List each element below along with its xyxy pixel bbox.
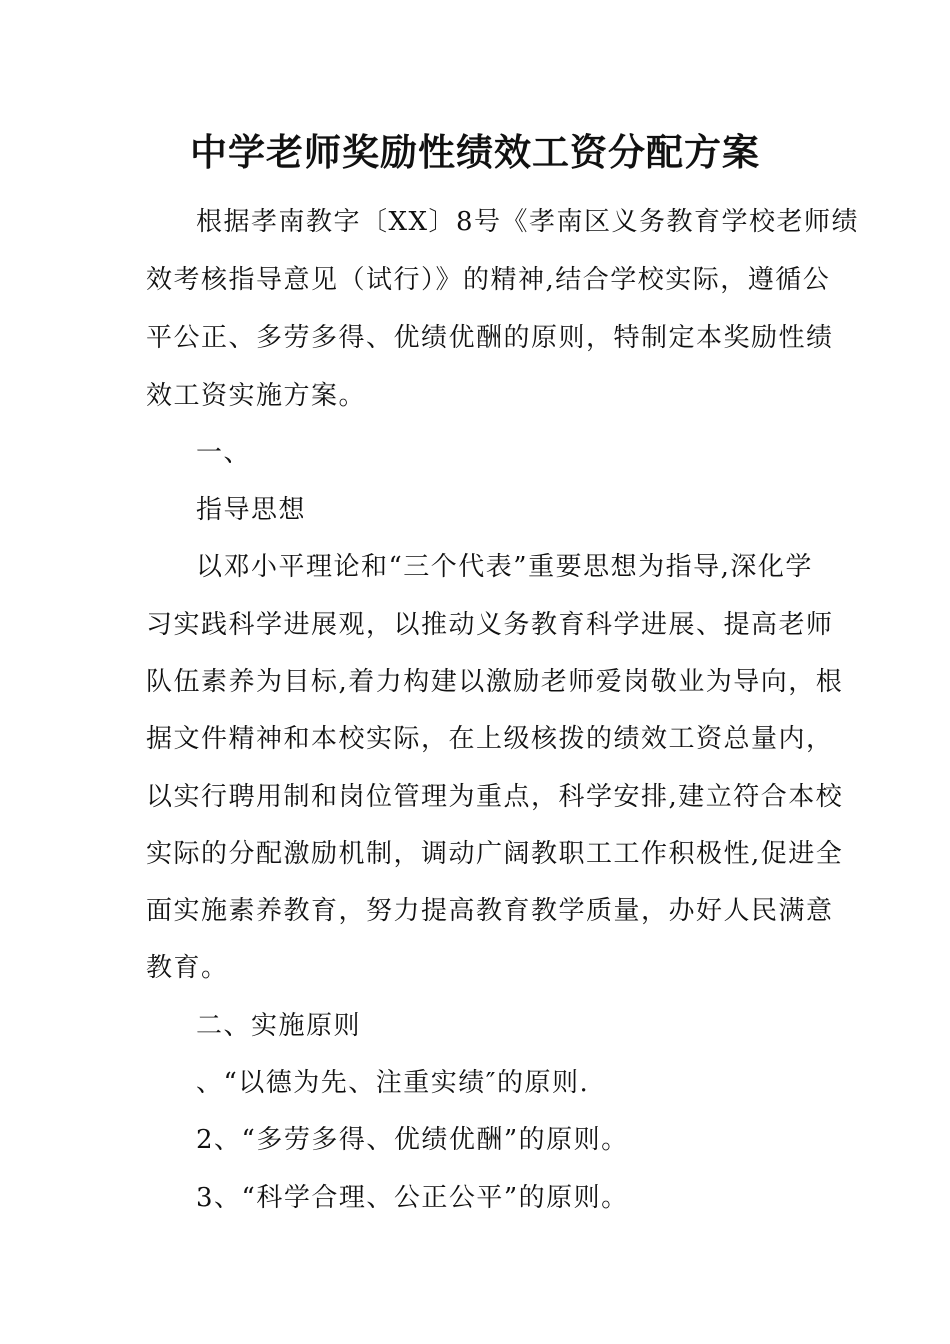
principle-item: 2、“多劳多得、优绩优酬”的原则。 [196, 1125, 629, 1155]
intro-line: 平公正、多劳多得、优绩优酬的原则，特制定本奖励性绩 [146, 323, 834, 353]
section-number: 一、 [196, 438, 252, 468]
paragraph-line: 队伍素养为目标,着力构建以激励老师爱岗敬业为导向，根 [146, 667, 844, 697]
intro-line: 效工资实施方案。 [146, 381, 367, 411]
intro-line: 效考核指导意见（试行）》的精神,结合学校实际，遵循公 [146, 265, 831, 295]
paragraph-line: 据文件精神和本校实际，在上级核拨的绩效工资总量内， [146, 724, 834, 754]
intro-line: 根据孝南教字〔XX〕8号《孝南区义务教育学校老师绩 [196, 207, 860, 237]
section-heading: 二、实施原则 [196, 1011, 362, 1041]
paragraph-line: 面实施素养教育，努力提高教育教学质量，办好人民满意 [146, 896, 834, 926]
principle-item: 、“以德为先、注重实绩″的原则. [196, 1068, 590, 1098]
section-heading: 指导思想 [196, 495, 307, 525]
paragraph-line: 以邓小平理论和“三个代表”重要思想为指导,深化学 [196, 552, 813, 582]
paragraph-line: 习实践科学进展观，以推动义务教育科学进展、提高老师 [146, 610, 834, 640]
paragraph-line: 以实行聘用制和岗位管理为重点，科学安排,建立符合本校 [146, 782, 844, 812]
paragraph-line: 实际的分配激励机制，调动广阔教职工工作积极性,促进全 [146, 839, 844, 869]
document-title: 中学老师奖励性绩效工资分配方案 [190, 131, 760, 174]
paragraph-line: 教育。 [146, 953, 229, 983]
principle-item: 3、“科学合理、公正公平”的原则。 [196, 1183, 629, 1213]
